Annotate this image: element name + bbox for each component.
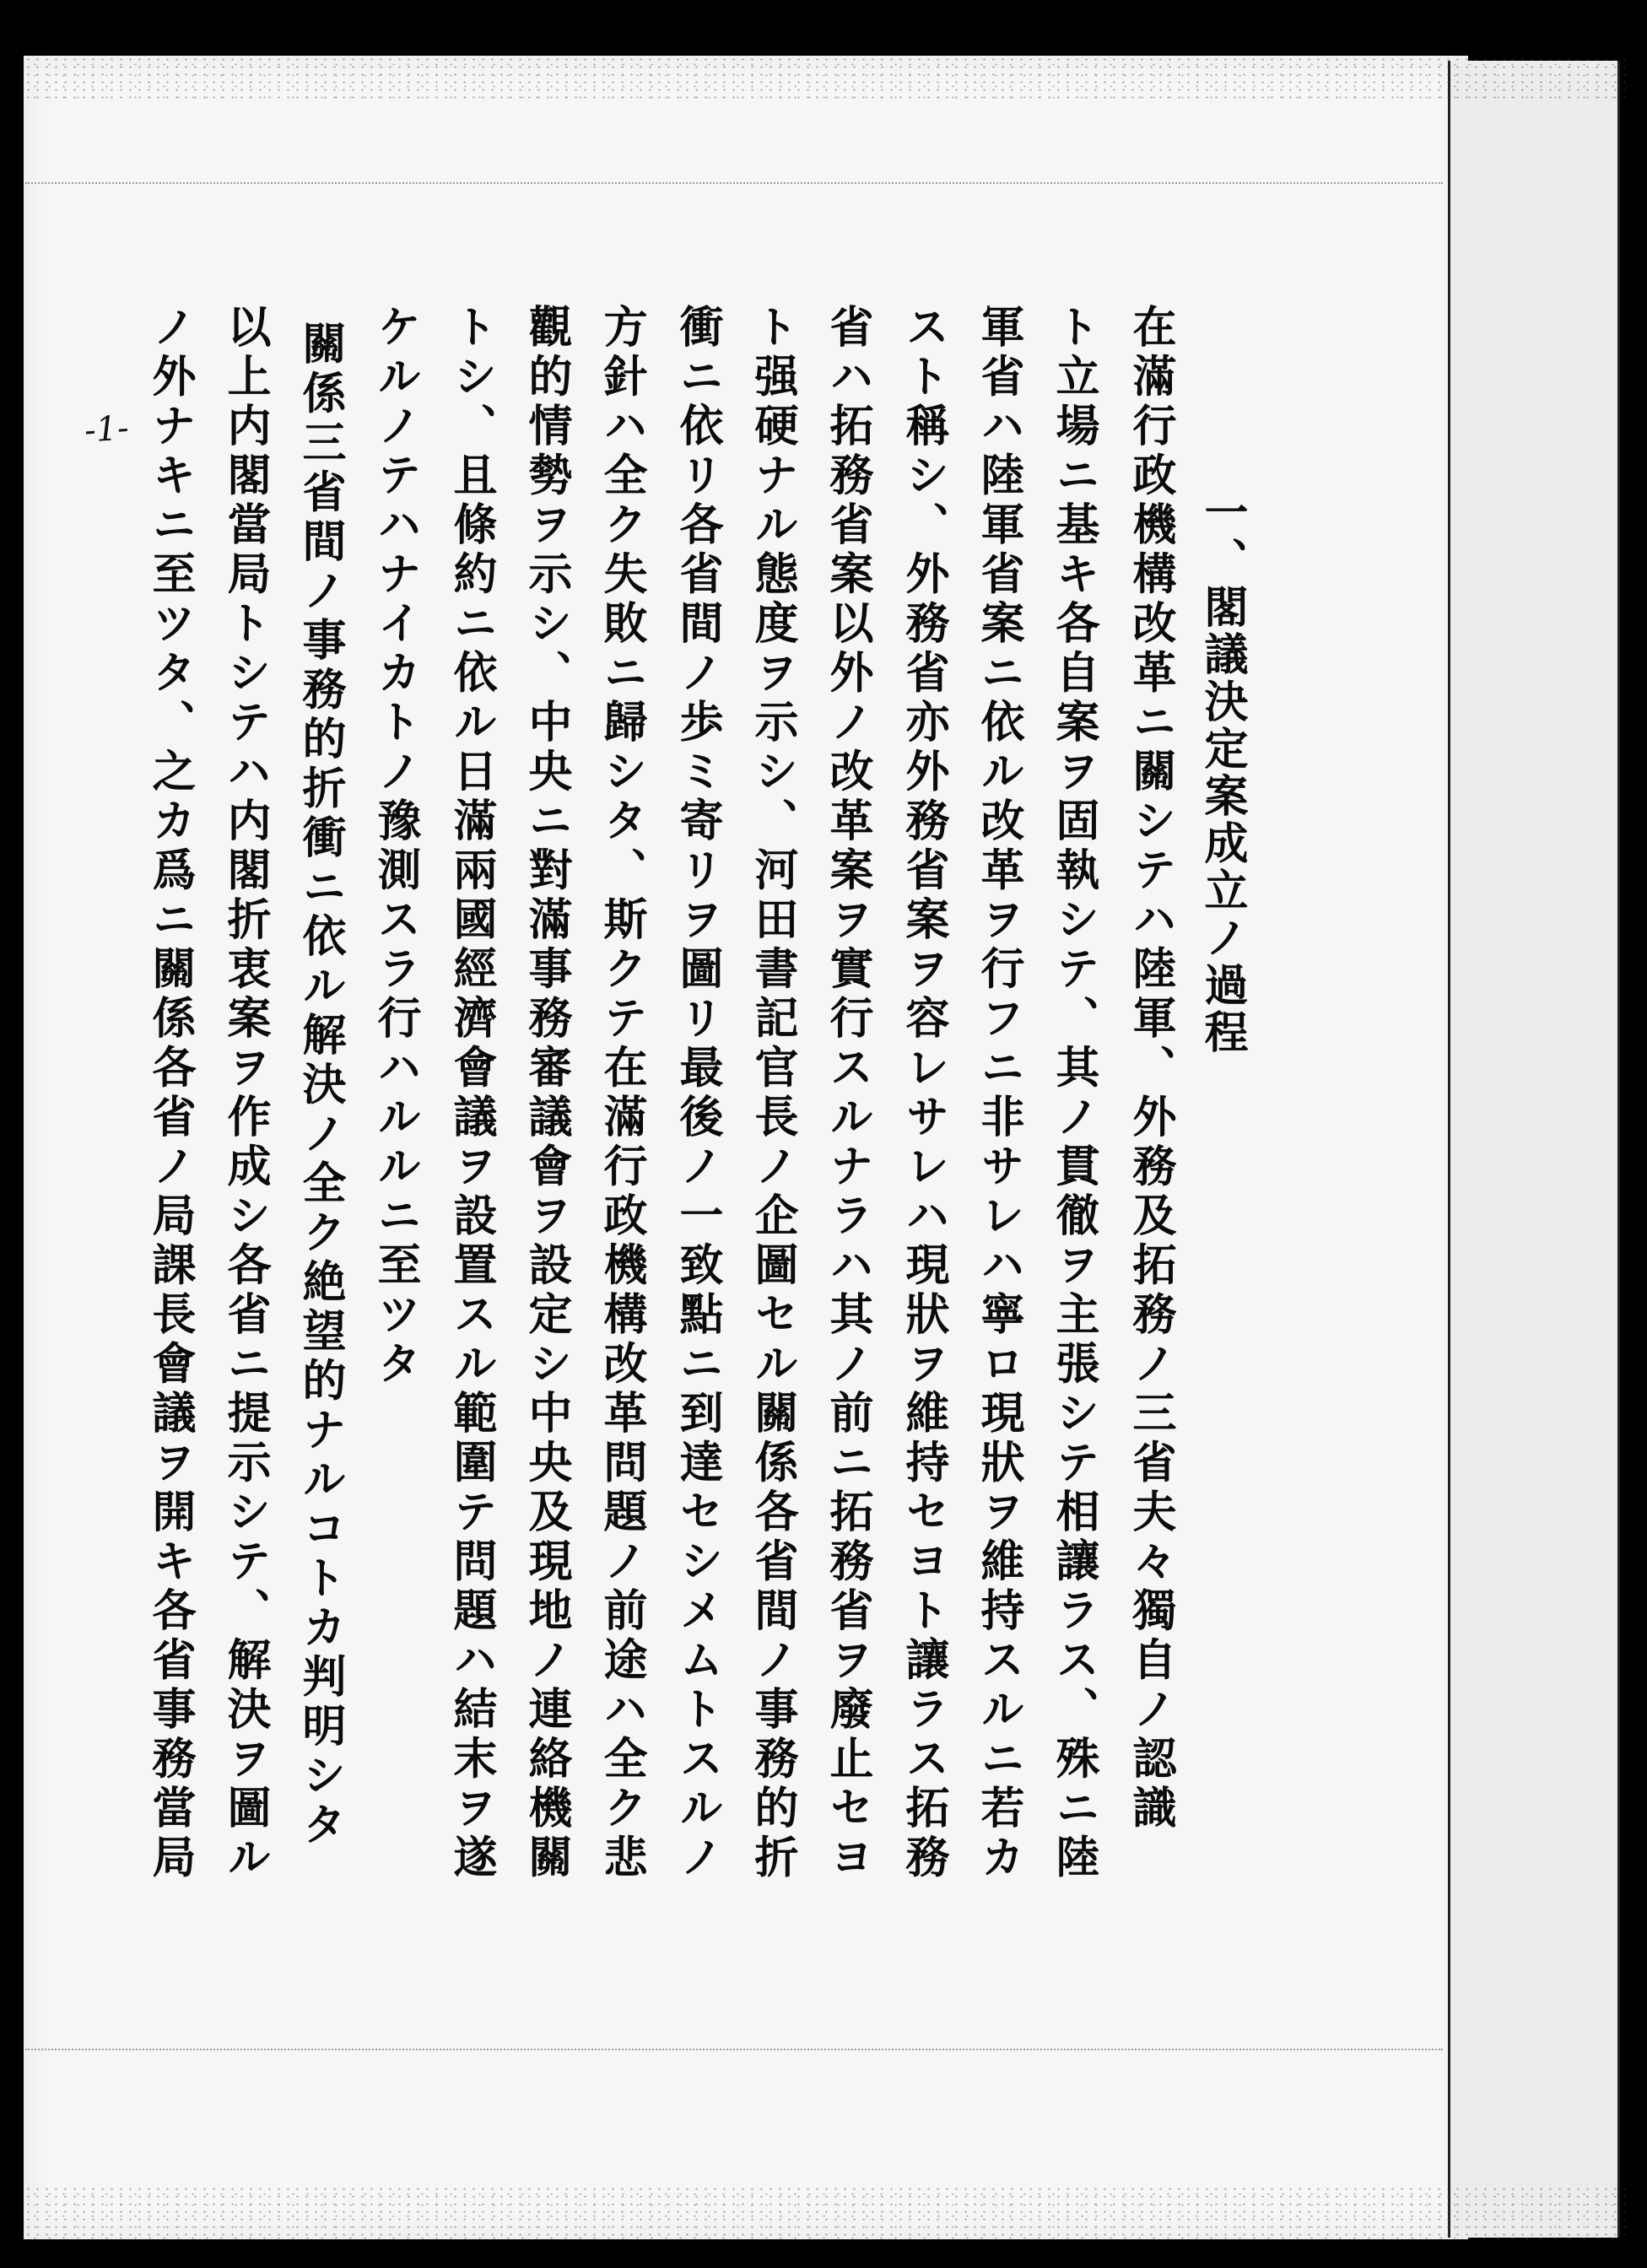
vertical-text-body (144, 304, 1261, 1991)
text-line: 關係三省間ノ事務的折衝ニ依ル解決ノ全ク絶望的ナルコトカ判明シタ (294, 321, 346, 1851)
scan-noise-top (24, 56, 1627, 103)
page-number: -1- (83, 408, 131, 451)
text-line: 省ハ拓務省案以外ノ改革案ヲ實行スルナラハ其ノ前ニ拓務省ヲ廢止セヨ (822, 304, 873, 1883)
text-line: ト立場ニ基キ各自案ヲ固執シテ、其ノ貫徹ヲ主張シテ相讓ラス、殊ニ陸 (1048, 304, 1099, 1883)
text-line: 觀的情勢ヲ示シ、中央ニ對滿事務審議會ヲ設定シ中央及現地ノ連絡機關 (521, 304, 572, 1883)
text-line: 方針ハ全ク失敗ニ歸シタ、斯クテ在滿行政機構改革問題ノ前途ハ全ク悲 (596, 304, 647, 1883)
text-line: 衝ニ依リ各省間ノ歩ミ寄リヲ圖リ最後ノ一致點ニ到達セシメムトスルノ (672, 304, 723, 1883)
section-heading: 一、閣議決定案成立ノ過程 (1196, 489, 1248, 1056)
adjacent-sheet-edge (1448, 61, 1620, 2238)
scan-noise-bottom (24, 2185, 1627, 2239)
text-line: ト强硬ナル態度ヲ示シ、河田書記官長ノ企圖セル關係各省間ノ事務的折 (747, 304, 798, 1883)
text-line: ケルノテハナイカトノ豫測スラ行ハルルニ至ツタ (370, 304, 421, 1390)
text-line: 以上内閣當局トシテハ内閣折衷案ヲ作成シ各省ニ提示シテ、解決ヲ圖ル (219, 304, 271, 1883)
text-line: ノ外ナキニ至ツタ、之カ爲ニ關係各省ノ局課長會議ヲ開キ各省事務當局 (144, 304, 196, 1883)
ruled-line-top (25, 182, 1443, 184)
text-line: 軍省ハ陸軍省案ニ依ル改革ヲ行フニ非サレハ寧ロ現狀ヲ維持スルニ若カ (973, 304, 1024, 1883)
text-line: 在滿行政機構改革ニ關シテハ陸軍、外務及拓務ノ三省夫々獨自ノ認識 (1125, 304, 1176, 1834)
text-line: スト稱シ、外務省亦外務省案ヲ容レサレハ現狀ヲ維持セヨト讓ラス拓務 (898, 304, 949, 1883)
ruled-line-bottom (25, 2049, 1443, 2050)
text-line: トシ、且條約ニ依ル日滿兩國經濟會議ヲ設置スル範圍テ問題ハ結末ヲ遂 (446, 304, 497, 1883)
